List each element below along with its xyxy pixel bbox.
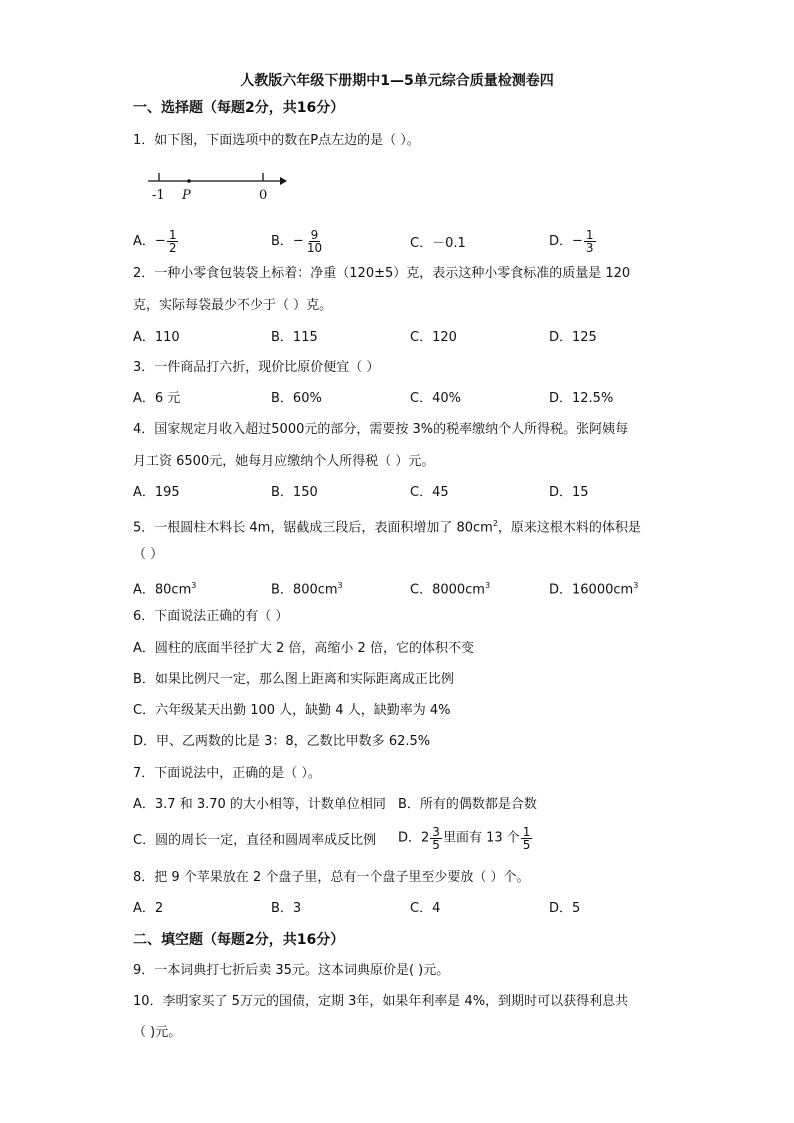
minus-sign: − (292, 233, 304, 249)
question-6-stem: 6．下面说法正确的有（ ） (133, 609, 289, 624)
q8-option-b: B．3 (271, 901, 302, 916)
number-line-diagram (146, 168, 296, 208)
option-text: B．800cm (271, 582, 338, 598)
label-0: 0 (259, 188, 268, 203)
numerator: 1 (522, 825, 531, 839)
question-4-line2: 月工资 6500元，她每月应缴纳个人所得税（ ）元。 (133, 454, 435, 469)
option-letter: A． (133, 234, 155, 249)
q6-option-b: B．如果比例尺一定，那么图上距离和实际距离成正比例 (133, 672, 454, 687)
q5-option-c (410, 578, 490, 598)
q8-option-c: C．4 (410, 901, 441, 916)
q2-option-a: A．110 (133, 330, 180, 345)
question-9-stem: 9．一本词典打七折后卖 35元。这本词典原价是( )元。 (133, 963, 450, 978)
q4-option-c: C．45 (410, 485, 449, 500)
option-text: A．80cm (133, 582, 192, 598)
q7-option-c: C．圆的周长一定，直径和圆周率成反比例 (133, 833, 377, 848)
question-2-line2: 克，实际每袋最少不少于（ ）克。 (133, 298, 333, 313)
option-superscript: 3 (633, 581, 639, 590)
question-4-line1: 4．国家规定月收入超过5000元的部分，需要按 3%的税率缴纳个人所得税。张阿姨每 (133, 422, 629, 437)
q1-option-d (549, 229, 597, 254)
q3-option-b: B．60% (271, 391, 322, 406)
q7-option-b: B．所有的偶数都是合数 (398, 797, 537, 812)
section-heading-choice: 一、选择题（每题2分，共16分） (133, 100, 345, 116)
option-superscript: 3 (484, 581, 491, 590)
denominator: 2 (168, 241, 177, 255)
question-5-line1 (133, 516, 641, 536)
q3-option-d: D．12.5% (549, 391, 614, 406)
q4-option-a: A．195 (133, 485, 180, 500)
number-line-svg (146, 168, 296, 208)
question-1-stem: 1．如下图，下面选项中的数在P点左边的是（ ）。 (133, 133, 420, 148)
fraction (167, 229, 179, 254)
q5-text-a: 5．一根圆柱木料长 4m，锯截成三段后，表面积增加了 80cm (133, 520, 493, 536)
q1-option-b (271, 229, 325, 254)
denominator: 5 (522, 838, 531, 852)
label-p: P (182, 188, 191, 203)
denominator: 3 (585, 241, 594, 255)
question-10-line1: 10．李明家买了 5万元的国债，定期 3年，如果年利率是 4%，到期时可以获得利息共 (133, 994, 629, 1009)
q7-option-a: A．3.7 和 3.70 的大小相等，计数单位相同 (133, 797, 386, 812)
question-3-stem: 3．一件商品打六折，现价比原价便宜（ ） (133, 360, 380, 375)
q7-option-d (398, 826, 533, 851)
q6-option-a: A．圆柱的底面半径扩大 2 倍，高缩小 2 倍，它的体积不变 (133, 641, 474, 656)
q1-option-a (133, 229, 179, 254)
q2-option-c: C．120 (410, 330, 457, 345)
section-heading-fill: 二、填空题（每题2分，共16分） (133, 932, 345, 948)
q3-option-c: C．40% (410, 391, 461, 406)
question-7-stem: 7．下面说法中，正确的是（ ）。 (133, 766, 321, 781)
question-8-stem: 8．把 9 个苹果放在 2 个盘子里，总有一个盘子里至少要放（ ）个。 (133, 870, 530, 885)
arrow-head-icon (280, 177, 287, 185)
q2-option-d: D．125 (549, 330, 597, 345)
q5-option-a (133, 578, 196, 598)
fraction (584, 229, 596, 254)
q6-option-c: C．六年级某天出勤 100 人，缺勤 4 人，缺勤率为 4% (133, 703, 451, 718)
question-5-line2: （ ） (133, 547, 164, 562)
denominator: 10 (306, 241, 323, 255)
option-letter: D． (549, 234, 573, 249)
minus-sign: − (154, 233, 166, 249)
q4-option-b: B．150 (271, 485, 318, 500)
q3-option-a: A．6 元 (133, 391, 181, 406)
option-superscript: 3 (337, 581, 343, 590)
q6-option-d: D．甲、乙两数的比是 3：8，乙数比甲数多 62.5% (133, 734, 431, 749)
q8-option-a: A．2 (133, 901, 164, 916)
q5-option-b (271, 578, 343, 598)
option-superscript: 3 (191, 581, 197, 590)
q8-option-d: D．5 (549, 901, 581, 916)
option-text: 里面有 13 个 (442, 830, 520, 846)
numerator: 1 (168, 228, 177, 242)
option-letter: B． (271, 234, 293, 249)
q5-text-b: ，原来这根木料的体积是 (497, 520, 641, 536)
question-2-line1: 2．一种小零食包装袋上标着：净重（120±5）克，表示这种小零食标准的质量是 120 (133, 266, 631, 281)
numerator: 3 (432, 825, 440, 839)
q5-superscript: 2 (492, 519, 498, 528)
page-title: 人教版六年级下册期中1—5单元综合质量检测卷四 (240, 73, 554, 89)
q4-option-d: D．15 (549, 485, 589, 500)
fraction (305, 229, 324, 254)
option-text: D．16000cm (549, 582, 634, 598)
q2-option-b: B．115 (271, 330, 318, 345)
option-text: D．2 (398, 830, 430, 846)
question-10-line2: （ )元。 (133, 1025, 182, 1040)
q1-option-c: C．－0.1 (410, 236, 466, 251)
denominator: 5 (432, 838, 440, 852)
option-text: C．8000cm (410, 582, 485, 598)
numerator: 9 (310, 228, 319, 242)
point-p (187, 179, 191, 183)
q5-option-d (549, 578, 638, 598)
numerator: 1 (585, 228, 594, 242)
label-neg1: -1 (152, 188, 165, 203)
fraction (430, 826, 442, 851)
minus-sign: − (572, 233, 583, 249)
fraction (521, 826, 533, 851)
